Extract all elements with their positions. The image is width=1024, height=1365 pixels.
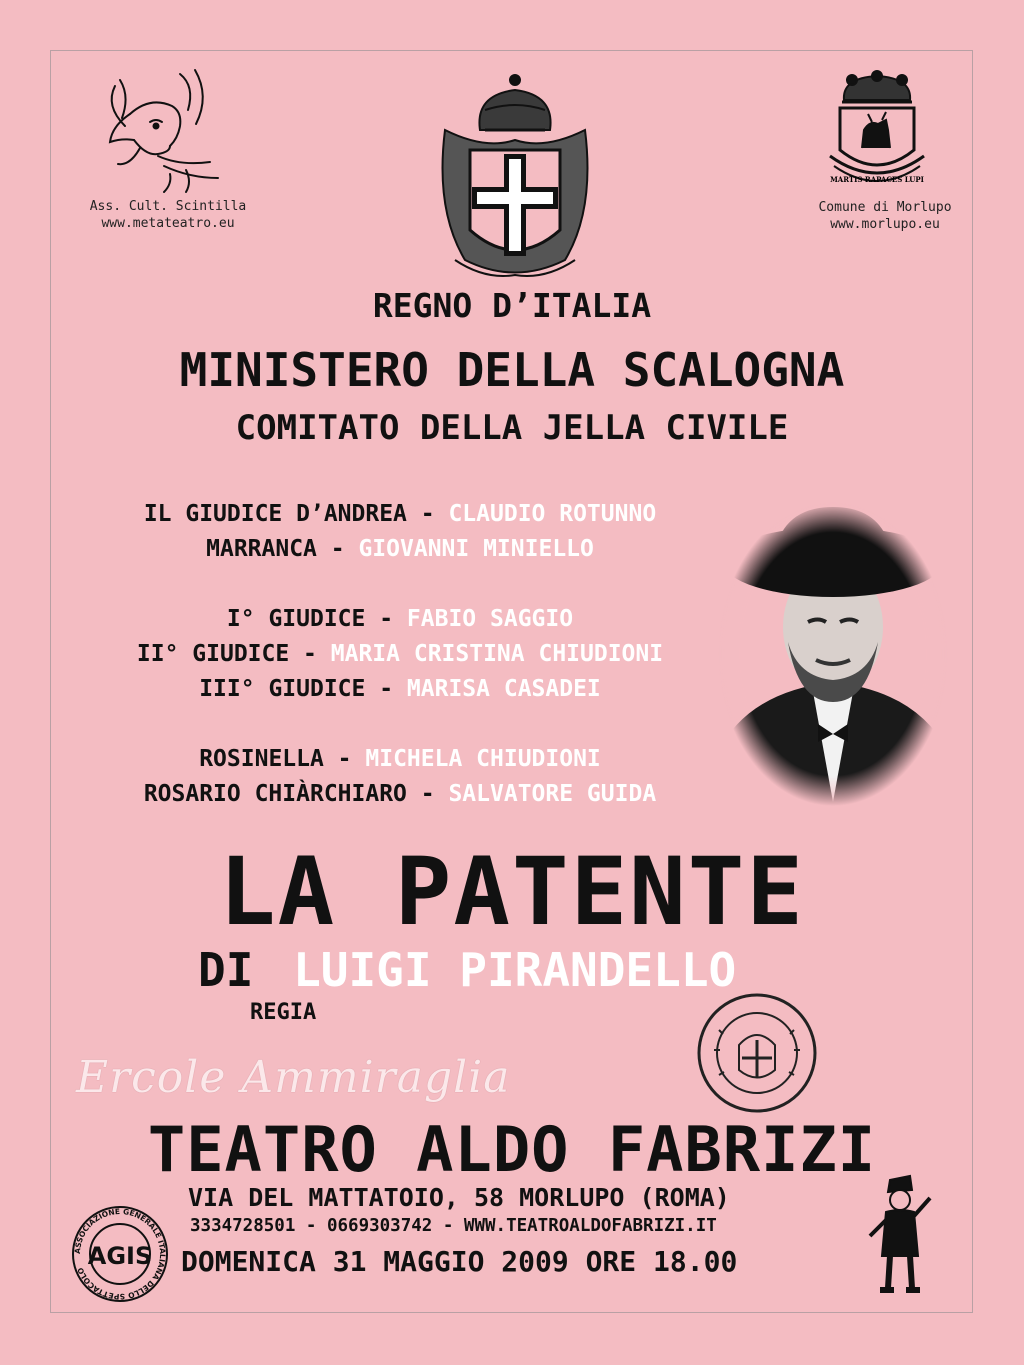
jester-figure-icon	[860, 1170, 940, 1298]
cast-role: II° GIUDICE -	[136, 641, 331, 667]
event-date: DOMENICA 31 MAGGIO 2009 ORE 18.00	[181, 1245, 738, 1278]
right-org-info	[770, 199, 1000, 233]
cast-actor: SALVATORE GUIDA	[448, 781, 657, 807]
pirandello-portrait-icon	[718, 502, 948, 807]
cast-list	[60, 497, 740, 812]
regia-label: REGIA	[250, 1000, 317, 1025]
author-name: LUIGI PIRANDELLO	[293, 943, 737, 997]
author-line	[198, 943, 736, 997]
left-org-name: Ass. Cult. Scintilla	[89, 199, 247, 214]
venue-contacts[interactable]: 3334728501 - 0669303742 - WWW.TEATROALDOFABRIZI.IT	[190, 1216, 717, 1236]
cast-role: I° GIUDICE -	[226, 606, 407, 632]
left-org-url[interactable]: www.metateatro.eu	[101, 216, 235, 231]
cast-actor: GIOVANNI MINIELLO	[358, 536, 594, 562]
devil-mask-icon	[100, 66, 220, 194]
cast-actor: MARIA CRISTINA CHIUDIONI	[330, 641, 664, 667]
cast-role: MARRANCA -	[206, 536, 359, 562]
cast-role: ROSARIO CHIÀRCHIARO -	[143, 781, 449, 807]
cast-actor: MICHELA CHIUDIONI	[365, 746, 601, 772]
savoy-crown-shield-icon	[425, 70, 605, 290]
agis-letters: AGIS	[87, 1242, 153, 1270]
cast-role: III° GIUDICE -	[199, 676, 407, 702]
official-stamp-icon	[694, 990, 820, 1116]
cast-role: ROSINELLA -	[199, 746, 366, 772]
cast-role: IL GIUDICE D’ANDREA -	[143, 501, 449, 527]
morlupo-crest-icon	[822, 70, 932, 198]
cast-row	[60, 602, 740, 637]
right-org-name: Comune di Morlupo	[818, 200, 952, 215]
header-line1: REGNO D’ITALIA	[372, 286, 652, 325]
director-name: Ercole Ammiraglia	[76, 1052, 511, 1103]
agis-logo-icon	[70, 1204, 170, 1304]
venue-name: TEATRO ALDO FABRIZI	[147, 1113, 877, 1186]
agis-ring-text: ASSOCIAZIONE GENERALE ITALIANA DELLO SPETTACOLO	[72, 1206, 168, 1302]
cast-row	[60, 777, 740, 812]
cast-actor: FABIO SAGGIO	[406, 606, 574, 632]
cast-actor: CLAUDIO ROTUNNO	[448, 501, 657, 527]
cast-row	[60, 672, 740, 707]
left-org-info	[58, 198, 278, 232]
author-prefix: DI	[198, 943, 254, 997]
cast-actor: MARISA CASADEI	[406, 676, 601, 702]
cast-row	[60, 497, 740, 532]
cast-row	[60, 742, 740, 777]
cast-row	[60, 637, 740, 672]
play-title: LA PATENTE	[219, 838, 805, 947]
header-line2: MINISTERO DELLA SCALOGNA	[179, 343, 845, 397]
header-line3: COMITATO DELLA JELLA CIVILE	[235, 408, 789, 448]
right-org-url[interactable]: www.morlupo.eu	[830, 217, 940, 232]
crest-motto: MARTIS RAPACES LUPI	[830, 175, 924, 184]
venue-address: VIA DEL MATTATOIO, 58 MORLUPO (ROMA)	[188, 1183, 730, 1212]
cast-row	[60, 532, 740, 567]
